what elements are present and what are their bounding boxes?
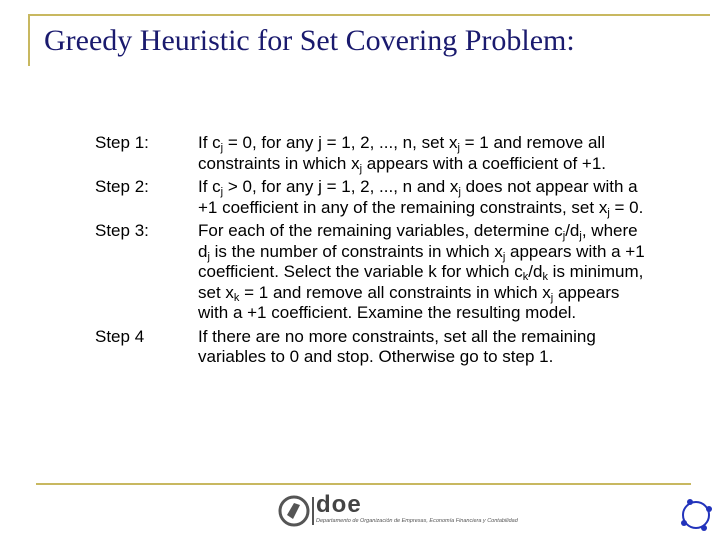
text-run: appears with a +1 <box>505 241 645 261</box>
steps-list <box>95 133 695 371</box>
text-run: = 0, for any j = 1, 2, ..., n, set x <box>223 133 458 152</box>
text-run: variables to 0 and stop. Otherwise go to step 1. <box>198 347 554 366</box>
text-run: with a +1 coefficient. Examine the resulting model. <box>198 303 577 322</box>
slide-title: Greedy Heuristic for Set Covering Problem: <box>44 24 575 57</box>
step-description <box>198 221 688 324</box>
step-description <box>198 133 688 174</box>
step-label: Step 1: <box>95 133 149 152</box>
text-run: If c <box>198 177 221 196</box>
subscript: j <box>607 206 610 219</box>
step-item <box>95 327 695 368</box>
subscript: j <box>220 186 224 198</box>
logo-wordmark: doe <box>316 491 362 518</box>
text-run: coefficient. Select the variable k for which c <box>198 262 523 281</box>
text-run: does not appear with a <box>460 177 638 196</box>
step-text-line <box>198 221 688 242</box>
logo-subtitle: Departamento de Organización de Empresas, Economía Financiera y Contabilidad <box>316 518 518 524</box>
footer-rule <box>36 483 691 485</box>
step-text-line <box>198 303 688 324</box>
subscript: k <box>233 291 240 304</box>
text-run: > 0, for any j = 1, 2, ..., n and x <box>223 177 459 196</box>
subscript: j <box>502 250 506 263</box>
text-run: = 1 and remove all constraints in which x <box>239 282 551 302</box>
frame-top-rule <box>28 14 710 16</box>
step-label: Step 2: <box>95 177 149 196</box>
subscript: j <box>579 230 582 242</box>
subscript: j <box>359 162 363 175</box>
network-nodes-icon <box>676 495 716 535</box>
step-text-line <box>198 242 688 263</box>
text-run: If c <box>198 133 221 152</box>
step-label: Step 4 <box>95 326 145 346</box>
text-run: For each of the remaining variables, determine c <box>198 221 563 240</box>
subscript: j <box>562 230 566 242</box>
step-item <box>95 177 695 218</box>
step-text-line <box>198 283 688 304</box>
step-text-line <box>198 347 688 368</box>
step-label: Step 3: <box>95 221 149 240</box>
text-run: /d <box>528 262 543 281</box>
step-text-line <box>198 262 688 283</box>
text-run: is minimum, <box>547 262 644 281</box>
text-run: appears with a coefficient of +1. <box>362 153 607 173</box>
frame-left-rule <box>28 14 30 66</box>
text-run: If there are no more constraints, set all the remaining <box>198 326 596 346</box>
step-text-line <box>198 327 688 348</box>
subscript: k <box>542 271 548 283</box>
step-item <box>95 133 695 174</box>
text-run: d <box>198 241 208 261</box>
subscript: j <box>550 291 554 304</box>
text-run: /d <box>565 221 580 240</box>
text-run: +1 coefficient in any of the remaining constraints, set x <box>198 197 608 217</box>
step-text-line <box>198 177 688 198</box>
step-text-line <box>198 154 688 175</box>
text-run: appears <box>553 282 620 302</box>
text-run: constraints in which x <box>198 153 360 173</box>
step-description <box>198 327 688 368</box>
text-run: = 1 and remove all <box>459 133 605 152</box>
step-text-line <box>198 198 688 219</box>
step-description <box>198 177 688 218</box>
text-run: is the number of constraints in which x <box>209 241 503 261</box>
step-item <box>95 221 695 324</box>
subscript: j <box>458 186 461 198</box>
step-text-line <box>198 133 688 154</box>
subscript: j <box>457 142 460 154</box>
subscript: j <box>207 250 210 263</box>
subscript: j <box>220 142 224 154</box>
text-run: , where <box>581 221 638 240</box>
subscript: k <box>522 271 529 283</box>
text-run: set x <box>198 282 234 302</box>
text-run: = 0. <box>609 197 644 217</box>
